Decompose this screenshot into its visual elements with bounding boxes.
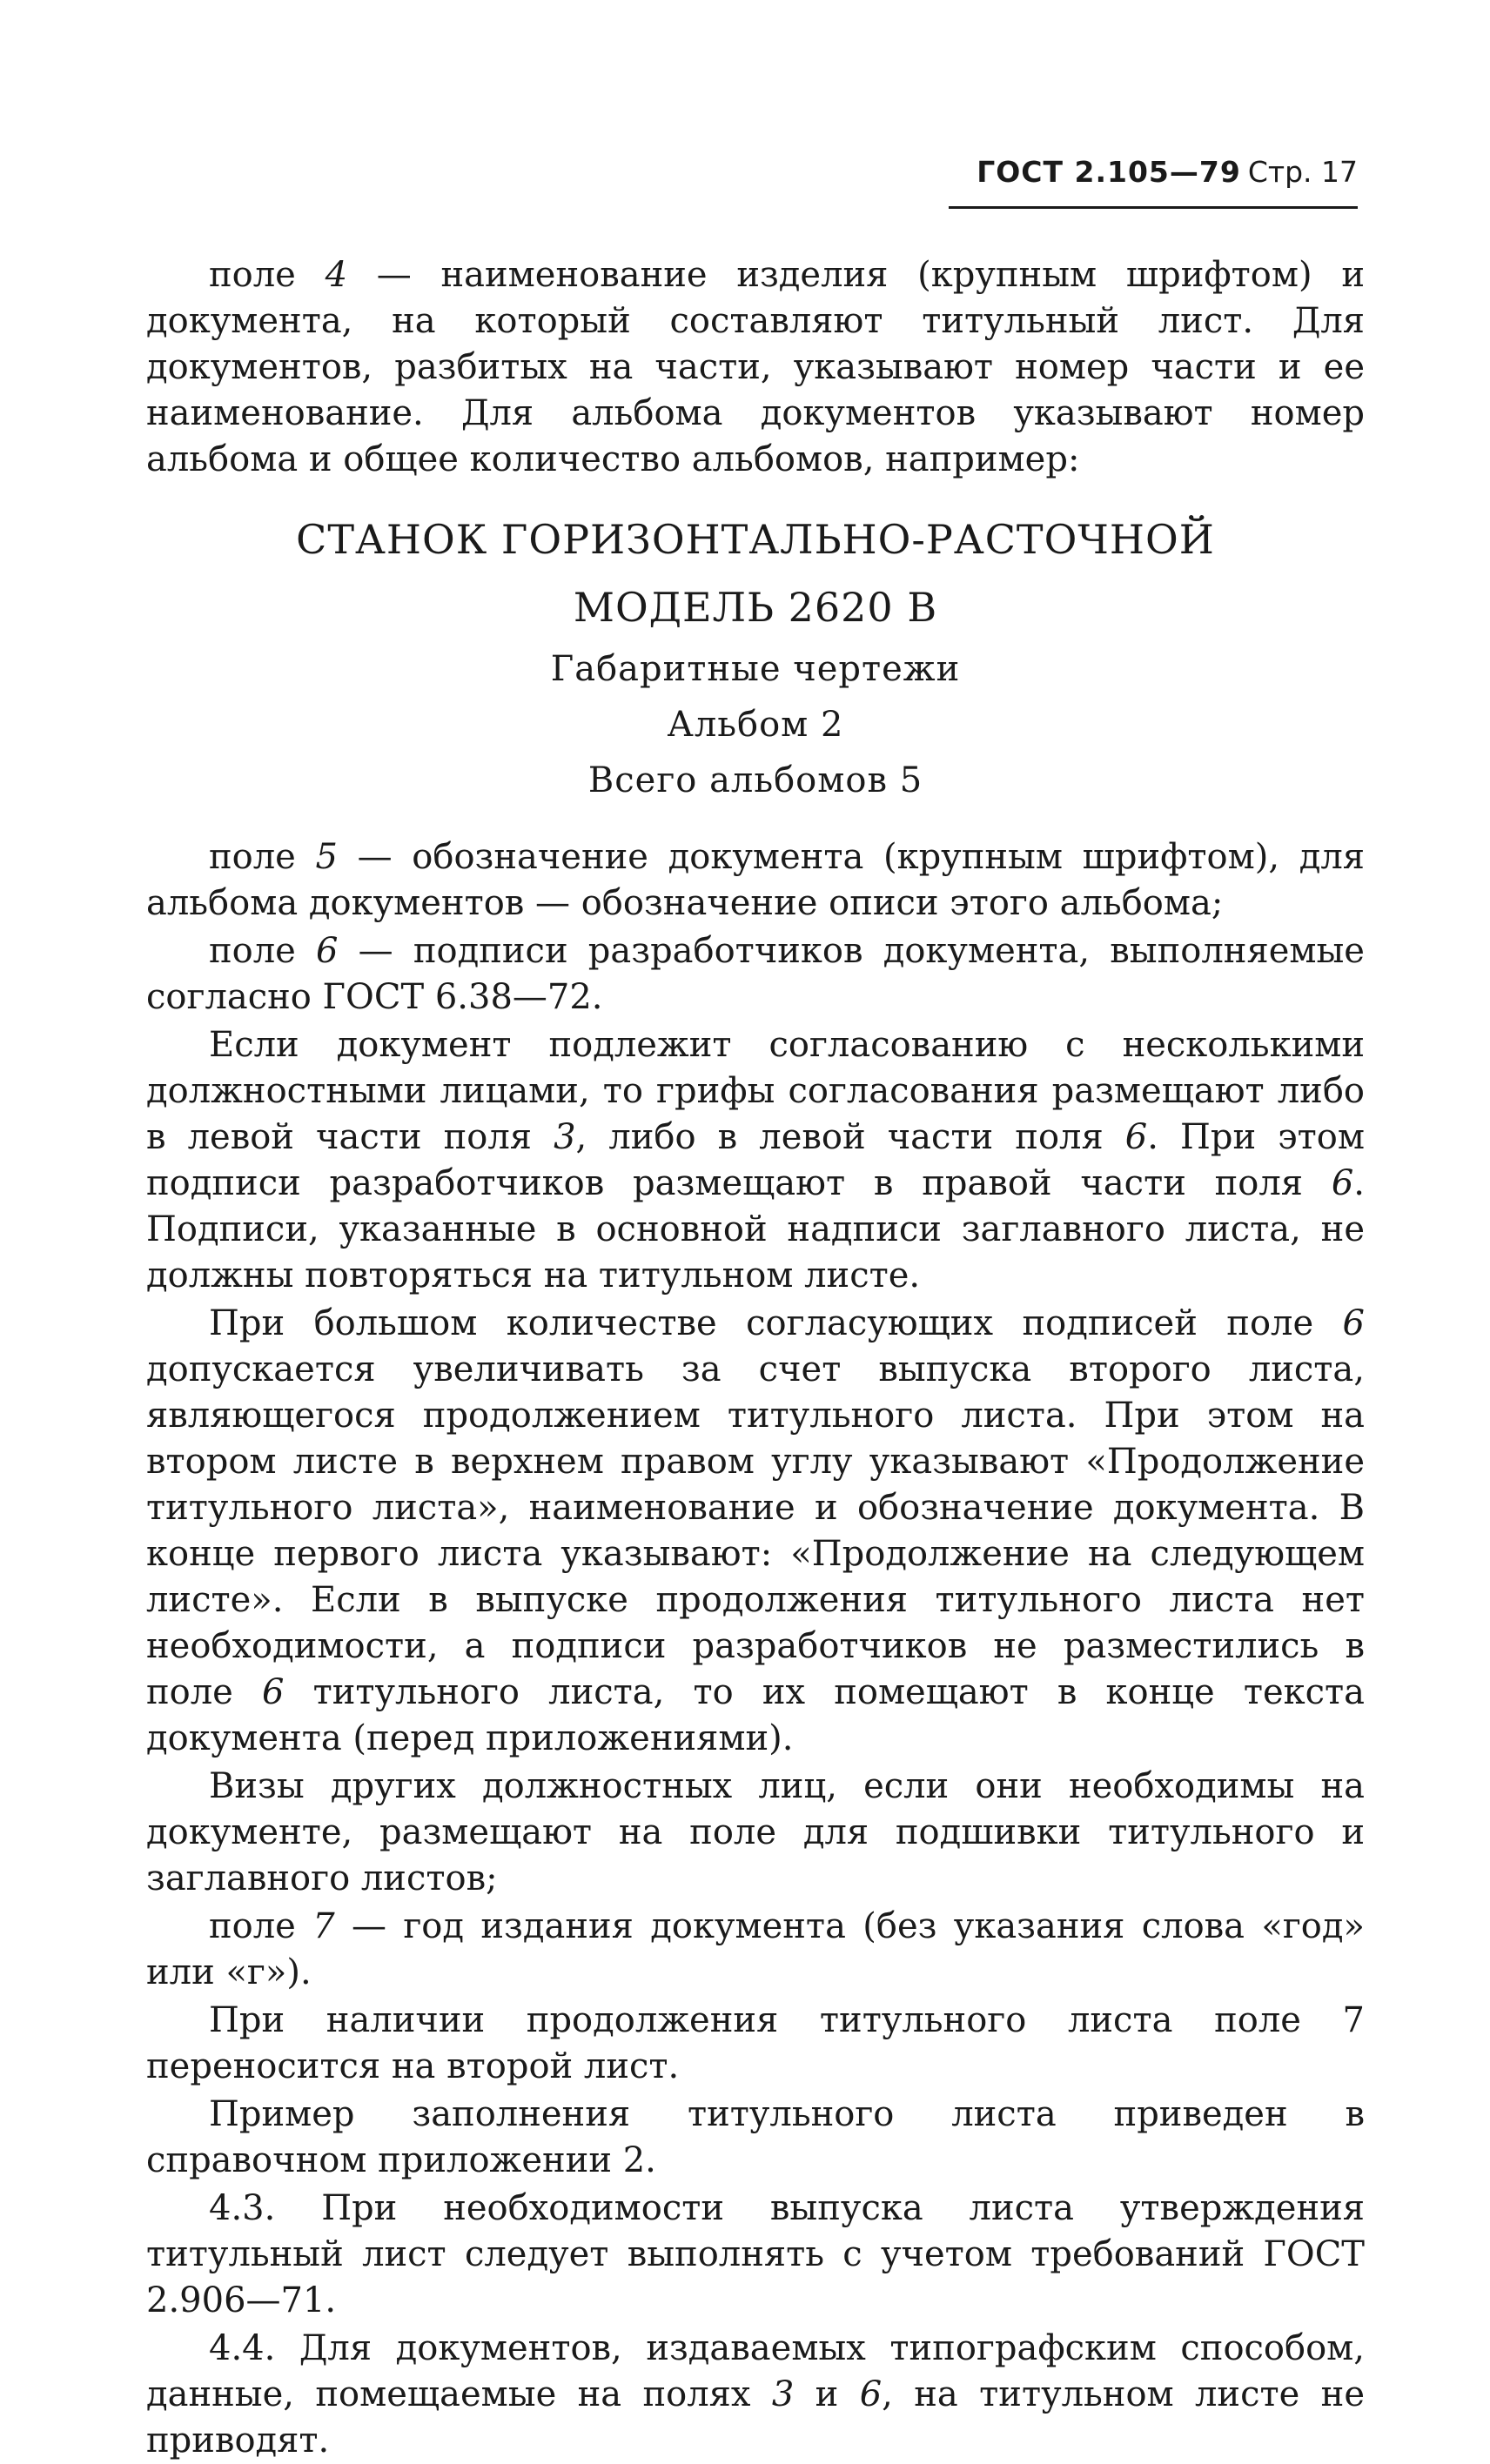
example-album-number: Альбом 2	[667, 705, 844, 745]
paragraph-field-4: поле 4 — наименование изделия (крупным шрифтом) и документа, на который составляют титульный лист. Для документов, разбитых на части, указывают номер части и ее наименование. Для альбома документов указывают номер альбома и общее количество альбомов, например:	[146, 255, 1365, 479]
example-document-name: Габаритные чертежи	[550, 649, 961, 689]
field-number: 7	[312, 1906, 335, 1946]
paragraph-field-7: поле 7 — год издания документа (без указания слова «год» или «г»).	[146, 1906, 1365, 1992]
page-header	[949, 155, 1358, 209]
paragraph-many-signatures: При большом количестве согласующих подписей поле 6 допускается увеличивать за счет выпуска второго листа, являющегося продолжением титульного листа. При этом на втором листе в верхнем правом углу указывают «Продолжение титульного листа», наименование и обозначение документа. В конце первого листа указывают: «Продолжение на следующем листе». Если в выпуске продолжения титульного листа нет необходимости, а подписи разработчиков не разместились в поле 6 титульного листа, то их помещают в конце текста документа (перед приложениями).	[146, 1303, 1365, 1758]
field-number: 3	[554, 1117, 576, 1157]
standard-number: ГОСТ 2.105—79	[977, 155, 1241, 189]
field-number: 6	[1124, 1117, 1148, 1157]
example-product-name: СТАНОК ГОРИЗОНТАЛЬНО-РАСТОЧНОЙ	[296, 516, 1215, 563]
field-number: 5	[315, 837, 338, 877]
title-example	[146, 506, 1365, 808]
paragraph-visas: Визы других должностных лиц, если они необходимы на документе, размещают на поле для подшивки титульного и заглавного листов;	[146, 1766, 1365, 1898]
field-number: 4	[325, 255, 348, 295]
field-number: 3	[771, 2374, 795, 2414]
field-number: 6	[859, 2374, 883, 2414]
field-number: 6	[261, 1672, 285, 1712]
field-number: 6	[316, 931, 339, 971]
paragraph-approval-stamps: Если документ подлежит согласованию с несколькими должностными лицами, то грифы согласования размещают либо в левой части поля 3, либо в левой части поля 6. При этом подписи разработчиков размещают в правой части поля 6. Подписи, указанные в основной надписи заглавного листа, не должны повторяться на титульном листе.	[146, 1025, 1365, 1296]
paragraph-field-5: поле 5 — обозначение документа (крупным шрифтом), для альбома документов — обозначение описи этого альбома;	[146, 837, 1365, 923]
field-number: 6	[1342, 1303, 1365, 1343]
paragraph-field-6: поле 6 — подписи разработчиков документа, выполняемые согласно ГОСТ 6.38—72.	[146, 931, 1365, 1017]
field-number: 6	[1331, 1163, 1354, 1203]
example-album-total: Всего альбомов 5	[587, 760, 923, 800]
clause-4-3: 4.3. При необходимости выпуска листа утверждения титульный лист следует выполнять с учетом требований ГОСТ 2.906—71.	[146, 2188, 1365, 2320]
page-number: Стр. 17	[1247, 155, 1358, 189]
example-model: МОДЕЛЬ 2620 В	[573, 584, 938, 631]
body-text	[146, 252, 1365, 2464]
paragraph-field-7-transfer: При наличии продолжения титульного листа поле 7 переносится на второй лист.	[146, 2000, 1365, 2086]
paragraph-example-reference: Пример заполнения титульного листа приведен в справочном приложении 2.	[146, 2094, 1365, 2180]
clause-4-4: 4.4. Для документов, издаваемых типографским способом, данные, помещаемые на полях 3 и 6, на титульном листе не приводят.	[146, 2328, 1366, 2461]
